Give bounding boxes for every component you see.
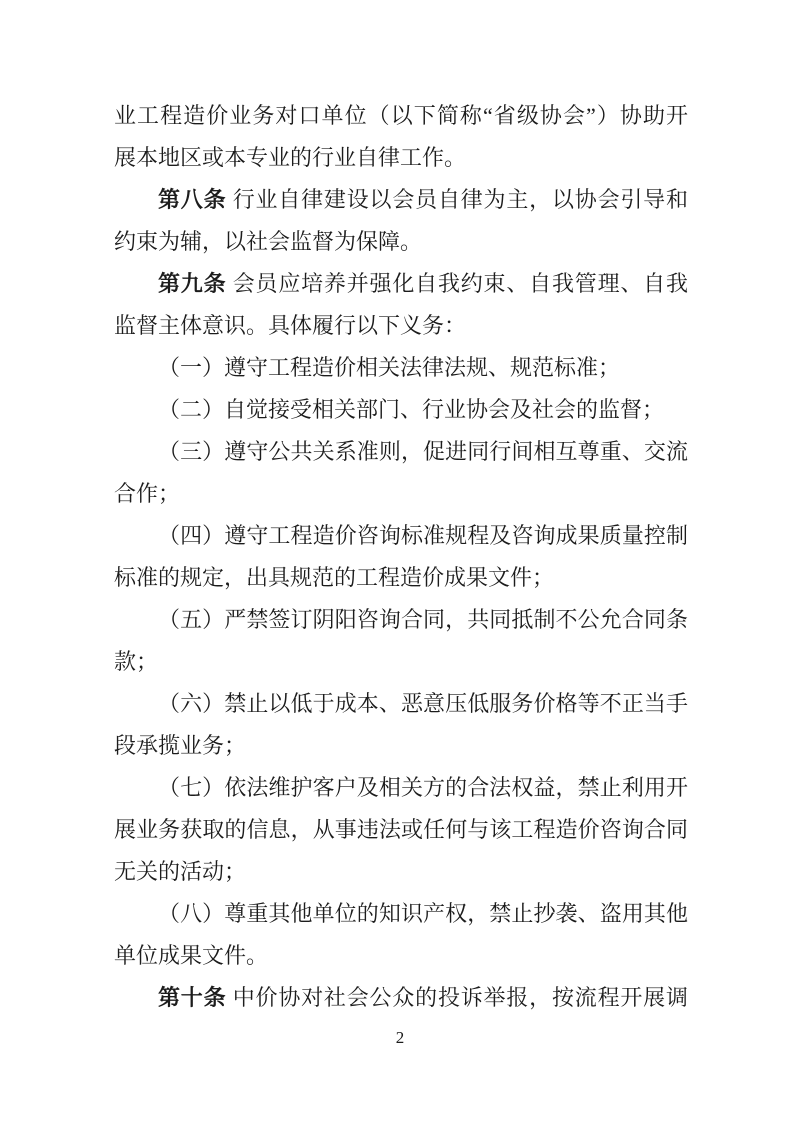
text-line: 无关的活动；	[114, 859, 247, 884]
text-line: 段承揽业务；	[114, 733, 247, 758]
text-line: （三）遵守公共关系准则，促进同行间相互尊重、交流	[158, 439, 688, 464]
page-number: 2	[395, 1028, 405, 1047]
text-line: （四）遵守工程造价咨询标准规程及咨询成果质量控制	[158, 523, 688, 548]
text-line: 第八条 行业自律建设以会员自律为主，以协会引导和	[158, 187, 688, 212]
text-line: 单位成果文件。	[114, 943, 269, 968]
text-line: 第九条 会员应培养并强化自我约束、自我管理、自我	[158, 271, 688, 296]
text-line: （六）禁止以低于成本、恶意压低服务价格等不正当手	[158, 691, 688, 716]
text-line: 标准的规定，出具规范的工程造价成果文件；	[114, 565, 555, 590]
text-line: （五）严禁签订阴阳咨询合同，共同抵制不公允合同条	[158, 607, 688, 632]
article-number: 第八条	[158, 187, 227, 212]
text-line: （八）尊重其他单位的知识产权，禁止抄袭、盗用其他	[158, 901, 688, 926]
text-line: 展业务获取的信息，从事违法或任何与该工程造价咨询合同	[114, 817, 688, 842]
text-line: （一）遵守工程造价相关法律法规、规范标准；	[158, 355, 621, 380]
text-line: 展本地区或本专业的行业自律工作。	[114, 145, 467, 170]
text-line: （七）依法维护客户及相关方的合法权益，禁止利用开	[158, 775, 688, 800]
text-line: 款；	[114, 649, 159, 674]
text-line: 约束为辅，以社会监督为保障。	[114, 229, 423, 254]
article-number: 第十条	[158, 985, 227, 1010]
text-line: 第十条 中价协对社会公众的投诉举报，按流程开展调	[158, 985, 688, 1010]
text-line: 业工程造价业务对口单位（以下简称“省级协会”）协助开	[114, 103, 688, 128]
article-number: 第九条	[158, 271, 227, 296]
document-body	[114, 95, 688, 1019]
text-line: 监督主体意识。具体履行以下义务：	[114, 313, 467, 338]
text-line: 合作；	[114, 481, 181, 506]
text-line: （二）自觉接受相关部门、行业协会及社会的监督；	[158, 397, 665, 422]
